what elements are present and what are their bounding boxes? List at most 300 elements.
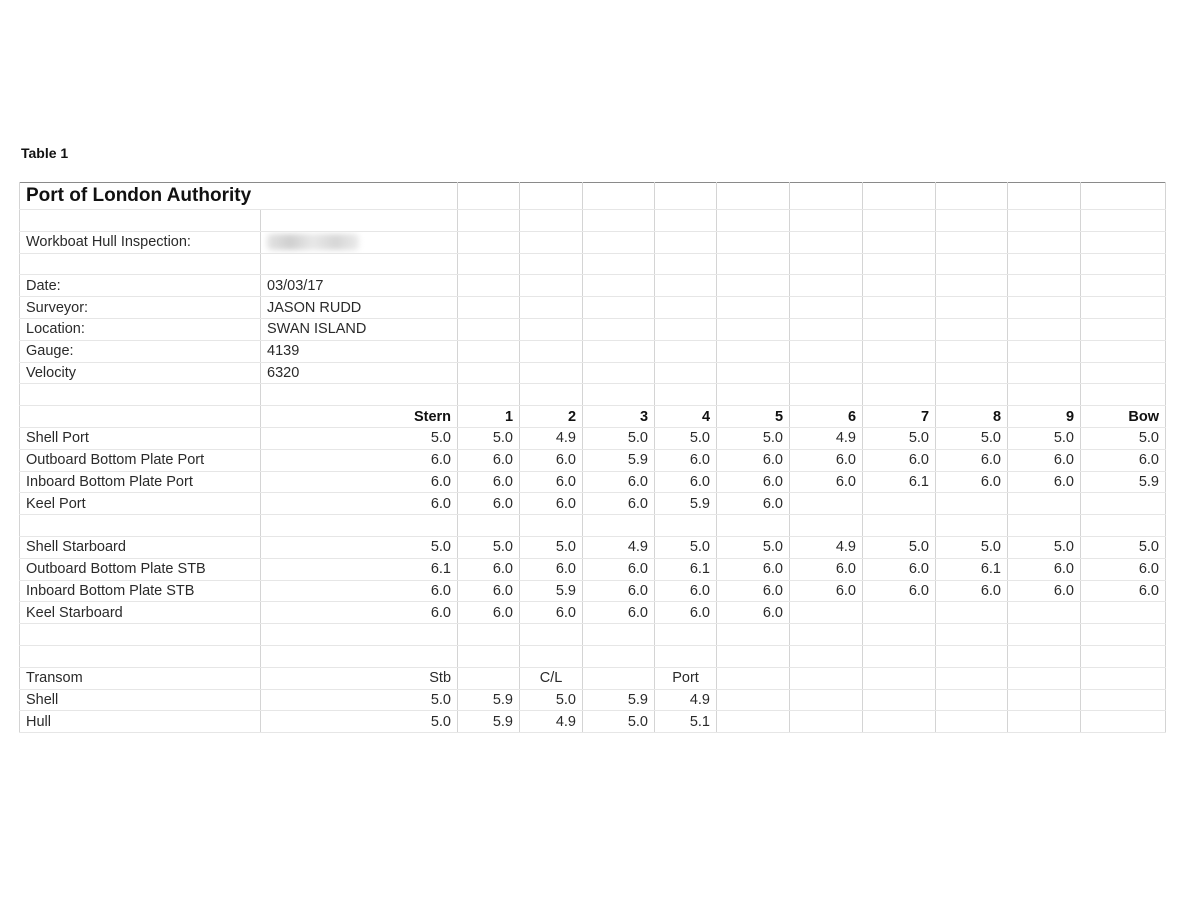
measurement-value: [1081, 602, 1166, 624]
empty-cell: [520, 231, 583, 253]
measurement-value: 6.0: [458, 580, 520, 602]
column-header: 8: [936, 406, 1008, 428]
empty-cell: [1008, 253, 1081, 275]
measurement-value: 4.9: [790, 536, 863, 558]
empty-cell: [1008, 297, 1081, 319]
measurement-value: [1081, 493, 1166, 515]
empty-cell: [936, 231, 1008, 253]
transom-value: 5.0: [583, 711, 655, 733]
column-header: 5: [717, 406, 790, 428]
empty-cell: [936, 667, 1008, 689]
measurement-value: 6.0: [1081, 580, 1166, 602]
empty-cell: [790, 297, 863, 319]
empty-cell: [520, 340, 583, 362]
empty-cell: [863, 340, 936, 362]
empty-cell: [717, 362, 790, 384]
empty-cell: [863, 645, 936, 667]
measurement-value: 6.0: [1008, 580, 1081, 602]
redacted-value: [267, 234, 359, 250]
measurement-label: Inboard Bottom Plate STB: [20, 580, 261, 602]
empty-cell: [20, 645, 261, 667]
empty-cell: [717, 645, 790, 667]
empty-cell: [1081, 253, 1166, 275]
transom-row-label: Hull: [20, 711, 261, 733]
measurement-value: 6.0: [458, 471, 520, 493]
measurement-value: 6.0: [458, 558, 520, 580]
empty-cell: [261, 624, 458, 646]
empty-cell: [1008, 667, 1081, 689]
empty-cell: [583, 515, 655, 537]
empty-cell: [790, 667, 863, 689]
blank-row: [20, 515, 1166, 537]
transom-value: 5.9: [458, 689, 520, 711]
empty-cell: [790, 318, 863, 340]
measurement-value: 6.0: [1008, 558, 1081, 580]
measurement-value: 6.0: [655, 580, 717, 602]
inspection-value-redacted: [261, 231, 458, 253]
info-label: Date:: [20, 275, 261, 297]
measurement-value: 5.0: [717, 427, 790, 449]
empty-cell: [863, 318, 936, 340]
empty-cell: [655, 297, 717, 319]
empty-cell: [717, 384, 790, 406]
measurement-value: 6.0: [583, 602, 655, 624]
empty-cell: [261, 210, 458, 232]
empty-cell: [520, 210, 583, 232]
empty-cell: [583, 275, 655, 297]
empty-cell: [790, 340, 863, 362]
measurement-value: 6.1: [261, 558, 458, 580]
empty-cell: [458, 645, 520, 667]
info-value: 6320: [261, 362, 458, 384]
empty-cell: [717, 624, 790, 646]
measurement-value: 5.9: [520, 580, 583, 602]
empty-cell: [936, 362, 1008, 384]
empty-cell: [717, 253, 790, 275]
empty-cell: [655, 340, 717, 362]
empty-cell: [20, 515, 261, 537]
empty-cell: [1081, 275, 1166, 297]
column-header: 3: [583, 406, 655, 428]
measurement-value: 5.0: [655, 427, 717, 449]
measurement-value: 4.9: [520, 427, 583, 449]
measurement-value: 5.0: [1008, 427, 1081, 449]
empty-cell: [583, 645, 655, 667]
measurement-value: 6.0: [717, 493, 790, 515]
empty-cell: [583, 318, 655, 340]
column-header: 6: [790, 406, 863, 428]
measurement-value: 6.0: [717, 558, 790, 580]
measurement-value: 5.0: [863, 427, 936, 449]
empty-cell: [717, 667, 790, 689]
empty-cell: [458, 624, 520, 646]
measurement-value: 6.0: [790, 558, 863, 580]
empty-cell: [863, 231, 936, 253]
empty-cell: [1008, 515, 1081, 537]
transom-label: Transom: [20, 667, 261, 689]
empty-cell: [1008, 384, 1081, 406]
empty-cell: [863, 362, 936, 384]
measurement-value: 6.0: [936, 580, 1008, 602]
measurement-value: 6.0: [790, 580, 863, 602]
measurement-value: 5.0: [1081, 536, 1166, 558]
measurement-value: 6.0: [1008, 449, 1081, 471]
empty-cell: [655, 624, 717, 646]
measurement-row: [20, 580, 1166, 602]
measurement-value: [1008, 493, 1081, 515]
measurement-label: Keel Port: [20, 493, 261, 515]
transom-value: 4.9: [520, 711, 583, 733]
measurement-value: 6.0: [261, 602, 458, 624]
measurement-value: 6.0: [717, 602, 790, 624]
empty-cell: [863, 297, 936, 319]
measurement-label: Shell Starboard: [20, 536, 261, 558]
empty-cell: [655, 645, 717, 667]
measurement-label: Inboard Bottom Plate Port: [20, 471, 261, 493]
measurement-value: 6.0: [520, 449, 583, 471]
empty-cell: [717, 318, 790, 340]
measurement-value: 6.0: [261, 471, 458, 493]
title-row: [20, 183, 1166, 210]
measurement-value: 6.0: [790, 449, 863, 471]
empty-cell: [1081, 210, 1166, 232]
empty-cell: [936, 711, 1008, 733]
empty-cell: [583, 384, 655, 406]
measurement-value: 6.0: [261, 449, 458, 471]
empty-cell: [458, 384, 520, 406]
measurement-value: 5.0: [261, 536, 458, 558]
measurement-value: [863, 602, 936, 624]
transom-header: [458, 667, 520, 689]
empty-cell: [863, 624, 936, 646]
table-title: Port of London Authority: [20, 183, 458, 210]
info-row: [20, 275, 1166, 297]
empty-cell: [936, 318, 1008, 340]
transom-value: 5.0: [261, 689, 458, 711]
empty-cell: [717, 689, 790, 711]
measurement-value: 6.1: [655, 558, 717, 580]
empty-cell: [790, 711, 863, 733]
inspection-label: Workboat Hull Inspection:: [20, 231, 261, 253]
empty-cell: [20, 384, 261, 406]
measurement-value: 5.0: [520, 536, 583, 558]
measurement-value: 6.0: [717, 580, 790, 602]
empty-cell: [717, 297, 790, 319]
empty-cell: [936, 340, 1008, 362]
empty-cell: [936, 297, 1008, 319]
blank-row: [20, 210, 1166, 232]
empty-cell: [790, 645, 863, 667]
measurement-label: Outboard Bottom Plate STB: [20, 558, 261, 580]
measurement-value: 6.0: [863, 449, 936, 471]
column-header: 7: [863, 406, 936, 428]
empty-cell: [458, 231, 520, 253]
measurement-value: 5.9: [655, 493, 717, 515]
measurement-value: 6.0: [458, 493, 520, 515]
empty-cell: [1081, 645, 1166, 667]
empty-cell: [1081, 384, 1166, 406]
transom-row-label: Shell: [20, 689, 261, 711]
transom-row: [20, 711, 1166, 733]
measurement-value: 6.0: [583, 558, 655, 580]
measurement-value: [790, 493, 863, 515]
empty-cell: [520, 275, 583, 297]
measurement-value: 5.0: [717, 536, 790, 558]
measurement-value: 6.1: [863, 471, 936, 493]
measurement-row: [20, 427, 1166, 449]
measurement-value: 5.0: [583, 427, 655, 449]
measurement-value: 6.0: [583, 580, 655, 602]
measurement-value: 5.0: [863, 536, 936, 558]
empty-cell: [655, 253, 717, 275]
measurement-value: 6.0: [717, 471, 790, 493]
empty-cell: [655, 231, 717, 253]
measurement-row: [20, 536, 1166, 558]
empty-cell: [1081, 297, 1166, 319]
column-header: Bow: [1081, 406, 1166, 428]
measurement-value: 5.0: [261, 427, 458, 449]
empty-cell: [20, 624, 261, 646]
measurement-value: 6.0: [583, 493, 655, 515]
measurement-value: 6.0: [520, 602, 583, 624]
empty-cell: [863, 384, 936, 406]
info-row: [20, 297, 1166, 319]
measurement-value: 6.1: [936, 558, 1008, 580]
measurement-value: 6.0: [261, 580, 458, 602]
empty-cell: [458, 210, 520, 232]
empty-cell: [1008, 645, 1081, 667]
transom-value: 5.0: [261, 711, 458, 733]
empty-cell: [1081, 624, 1166, 646]
measurement-value: 6.0: [863, 580, 936, 602]
measurement-value: [790, 602, 863, 624]
transom-header: Port: [655, 667, 717, 689]
measurement-value: 5.0: [655, 536, 717, 558]
transom-value: 5.1: [655, 711, 717, 733]
empty-cell: [655, 384, 717, 406]
measurement-value: 4.9: [583, 536, 655, 558]
empty-cell: [863, 210, 936, 232]
empty-cell: [1081, 340, 1166, 362]
measurement-value: [1008, 602, 1081, 624]
empty-cell: [458, 275, 520, 297]
measurement-row: [20, 493, 1166, 515]
transom-header: Stb: [261, 667, 458, 689]
table-caption: Table 1: [21, 145, 69, 161]
empty-cell: [583, 231, 655, 253]
empty-cell: [936, 384, 1008, 406]
inspection-row: [20, 231, 1166, 253]
measurement-value: 6.0: [583, 471, 655, 493]
empty-cell: [20, 253, 261, 275]
measurement-value: 5.0: [1008, 536, 1081, 558]
measurement-value: 6.0: [863, 558, 936, 580]
info-label: Surveyor:: [20, 297, 261, 319]
empty-cell: [1081, 711, 1166, 733]
empty-cell: [458, 318, 520, 340]
empty-cell: [1008, 275, 1081, 297]
empty-cell: [20, 210, 261, 232]
empty-cell: [261, 645, 458, 667]
empty-cell: [1008, 362, 1081, 384]
empty-cell: [20, 406, 261, 428]
transom-header-row: [20, 667, 1166, 689]
column-header: 9: [1008, 406, 1081, 428]
empty-cell: [583, 297, 655, 319]
empty-cell: [520, 297, 583, 319]
empty-cell: [790, 384, 863, 406]
column-header: Stern: [261, 406, 458, 428]
measurement-value: 6.0: [717, 449, 790, 471]
measurement-row: [20, 558, 1166, 580]
empty-cell: [936, 275, 1008, 297]
empty-cell: [1008, 231, 1081, 253]
measurement-value: 6.0: [520, 493, 583, 515]
measurement-value: 4.9: [790, 427, 863, 449]
measurement-value: 5.0: [458, 536, 520, 558]
measurement-value: 6.0: [655, 602, 717, 624]
empty-cell: [936, 515, 1008, 537]
empty-cell: [717, 231, 790, 253]
column-header: 2: [520, 406, 583, 428]
measurement-row: [20, 471, 1166, 493]
measurement-value: 6.0: [1081, 449, 1166, 471]
empty-cell: [520, 515, 583, 537]
empty-cell: [520, 645, 583, 667]
empty-cell: [583, 210, 655, 232]
empty-cell: [790, 231, 863, 253]
empty-cell: [458, 340, 520, 362]
empty-cell: [458, 253, 520, 275]
empty-cell: [520, 318, 583, 340]
empty-cell: [655, 515, 717, 537]
info-label: Location:: [20, 318, 261, 340]
empty-cell: [458, 362, 520, 384]
info-row: [20, 318, 1166, 340]
empty-cell: [790, 689, 863, 711]
measurement-value: 6.0: [458, 449, 520, 471]
measurement-label: Shell Port: [20, 427, 261, 449]
empty-cell: [936, 210, 1008, 232]
empty-cell: [1081, 667, 1166, 689]
empty-cell: [1081, 515, 1166, 537]
empty-cell: [863, 275, 936, 297]
empty-cell: [458, 515, 520, 537]
column-header: 1: [458, 406, 520, 428]
empty-cell: [1008, 340, 1081, 362]
empty-cell: [261, 515, 458, 537]
transom-header: C/L: [520, 667, 583, 689]
empty-cell: [936, 253, 1008, 275]
empty-cell: [520, 624, 583, 646]
empty-cell: [790, 362, 863, 384]
empty-cell: [1008, 318, 1081, 340]
measurement-value: 6.0: [520, 558, 583, 580]
measurement-value: [863, 493, 936, 515]
blank-row: [20, 624, 1166, 646]
transom-value: 4.9: [655, 689, 717, 711]
measurement-value: 6.0: [790, 471, 863, 493]
measurement-value: 5.0: [1081, 427, 1166, 449]
empty-cell: [655, 210, 717, 232]
measurement-value: 5.9: [583, 449, 655, 471]
empty-cell: [863, 711, 936, 733]
measurement-value: 5.0: [936, 427, 1008, 449]
empty-cell: [520, 253, 583, 275]
empty-cell: [1081, 231, 1166, 253]
measurement-value: 6.0: [655, 449, 717, 471]
empty-cell: [717, 210, 790, 232]
empty-cell: [790, 275, 863, 297]
measurement-value: 6.0: [1081, 558, 1166, 580]
empty-cell: [717, 711, 790, 733]
measurement-value: 5.0: [458, 427, 520, 449]
info-label: Gauge:: [20, 340, 261, 362]
transom-value: 5.9: [458, 711, 520, 733]
measurement-value: [936, 493, 1008, 515]
info-row: [20, 340, 1166, 362]
transom-value: 5.0: [520, 689, 583, 711]
column-header-row: [20, 406, 1166, 428]
info-label: Velocity: [20, 362, 261, 384]
info-row: [20, 362, 1166, 384]
empty-cell: [1008, 689, 1081, 711]
empty-cell: [936, 624, 1008, 646]
measurement-value: 6.0: [458, 602, 520, 624]
hull-inspection-table: [19, 182, 1166, 733]
measurement-label: Keel Starboard: [20, 602, 261, 624]
measurement-value: 6.0: [520, 471, 583, 493]
measurement-label: Outboard Bottom Plate Port: [20, 449, 261, 471]
measurement-value: 6.0: [655, 471, 717, 493]
empty-cell: [790, 210, 863, 232]
empty-cell: [1008, 711, 1081, 733]
empty-cell: [520, 362, 583, 384]
empty-cell: [1081, 362, 1166, 384]
empty-cell: [863, 689, 936, 711]
empty-cell: [1081, 689, 1166, 711]
transom-header: [583, 667, 655, 689]
info-value: JASON RUDD: [261, 297, 458, 319]
info-value: 4139: [261, 340, 458, 362]
measurement-value: [936, 602, 1008, 624]
blank-row: [20, 384, 1166, 406]
empty-cell: [717, 340, 790, 362]
empty-cell: [863, 515, 936, 537]
blank-row: [20, 645, 1166, 667]
measurement-row: [20, 449, 1166, 471]
empty-cell: [863, 667, 936, 689]
column-header: 4: [655, 406, 717, 428]
empty-cell: [863, 253, 936, 275]
measurement-value: 5.0: [936, 536, 1008, 558]
empty-cell: [261, 384, 458, 406]
empty-cell: [583, 362, 655, 384]
empty-cell: [520, 384, 583, 406]
measurement-value: 5.9: [1081, 471, 1166, 493]
blank-row: [20, 253, 1166, 275]
empty-cell: [1008, 624, 1081, 646]
empty-cell: [655, 318, 717, 340]
empty-cell: [458, 297, 520, 319]
measurement-value: 6.0: [936, 449, 1008, 471]
measurement-value: 6.0: [1008, 471, 1081, 493]
empty-cell: [717, 515, 790, 537]
info-value: SWAN ISLAND: [261, 318, 458, 340]
transom-row: [20, 689, 1166, 711]
empty-cell: [936, 689, 1008, 711]
empty-cell: [655, 362, 717, 384]
